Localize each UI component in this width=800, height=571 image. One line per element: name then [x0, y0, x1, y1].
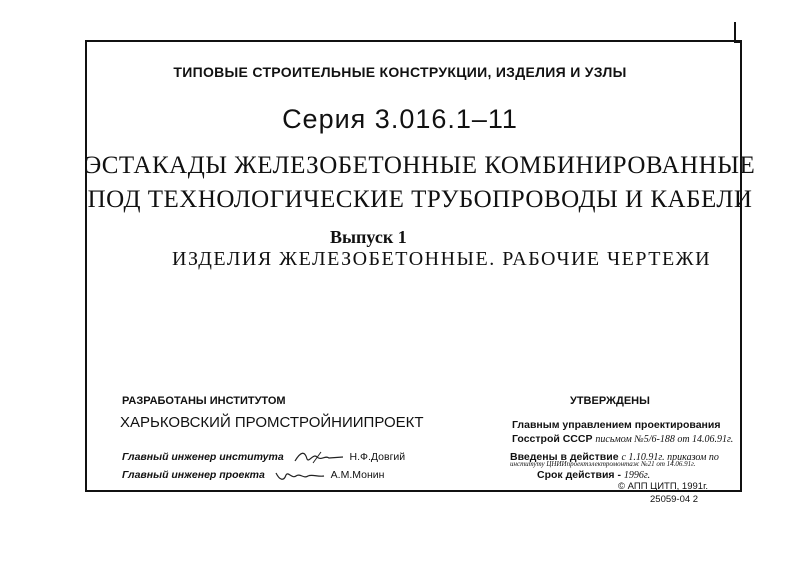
signature-icon — [274, 467, 326, 483]
issue-title: ИЗДЕЛИЯ ЖЕЛЕЗОБЕТОННЫЕ. РАБОЧИЕ ЧЕРТЕЖИ — [172, 248, 712, 270]
approval-line2 — [512, 433, 733, 445]
signature-icon — [293, 449, 345, 465]
developer-institute: ХАРЬКОВСКИЙ ПРОМСТРОЙНИИПРОЕКТ — [120, 414, 424, 431]
introduction-prefix: Введены в действие — [510, 451, 619, 463]
validity-line — [537, 469, 650, 481]
introduction-date: с 1.10.91г. приказом по — [621, 452, 719, 463]
series-number: Серия 3.016.1–11 — [282, 104, 518, 134]
issue-number: Выпуск 1 — [330, 227, 407, 247]
frame-corner-tick — [734, 41, 742, 43]
document-code: 25059-04 2 — [650, 494, 699, 505]
chief-engineer-institute-name: Н.Ф.Довгий — [349, 450, 406, 463]
approval-line1: Главным управлением проектирования — [512, 419, 721, 431]
approval-authority: Госстрой СССР — [512, 433, 593, 445]
chief-engineer-institute-row — [122, 449, 405, 465]
document-title-line2: ПОД ТЕХНОЛОГИЧЕСКИЕ ТРУБОПРОВОДЫ И КАБЕЛИ — [87, 186, 753, 213]
chief-engineer-project-label: Главный инженер проекта — [122, 468, 265, 481]
approval-letter: письмом №5/6-188 от 14.06.91г. — [595, 434, 734, 445]
copyright: © АПП ЦИТП, 1991г. — [618, 481, 709, 492]
validity-prefix: Срок действия - — [537, 469, 621, 481]
chief-engineer-institute-label: Главный инженер института — [122, 450, 284, 463]
developer-label: РАЗРАБОТАНЫ ИНСТИТУТОМ — [122, 395, 286, 407]
frame-corner-tick — [734, 22, 736, 42]
approval-label: УТВЕРЖДЕНЫ — [570, 395, 650, 407]
validity-date: 1996г. — [623, 470, 651, 481]
chief-engineer-project-name: А.М.Монин — [330, 468, 385, 481]
document-title-line1: ЭСТАКАДЫ ЖЕЛЕЗОБЕТОННЫЕ КОМБИНИРОВАННЫЕ — [84, 152, 756, 179]
chief-engineer-project-row — [122, 467, 384, 483]
introduction-order: институту ЦНИИпроектэлектромонтаж №21 от 14.06.91г. — [510, 460, 696, 468]
series-header: ТИПОВЫЕ СТРОИТЕЛЬНЫЕ КОНСТРУКЦИИ, ИЗДЕЛИЯ И УЗЛЫ — [173, 64, 627, 80]
